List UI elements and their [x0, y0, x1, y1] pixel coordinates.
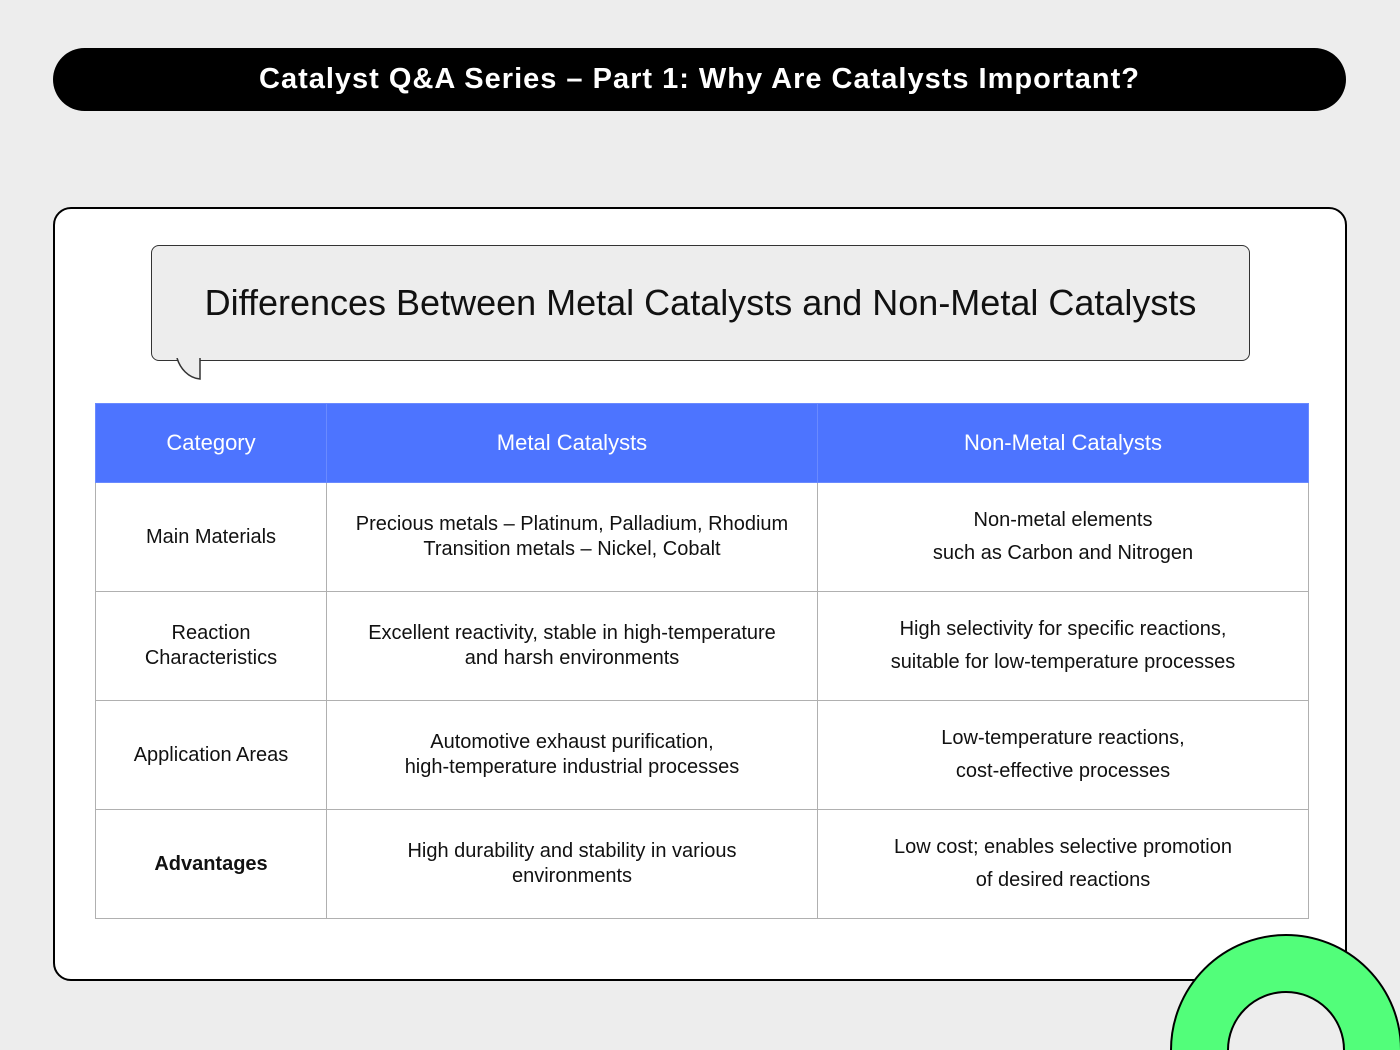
category-label-line: Reaction [171, 622, 251, 644]
cell-line: Low-temperature reactions, [941, 727, 1185, 749]
row-category [96, 701, 327, 810]
row-metal-cell [327, 810, 818, 919]
series-title-banner [53, 48, 1346, 111]
row-non-metal-cell [818, 483, 1309, 592]
speech-bubble-title [151, 245, 1250, 361]
cell-line: Non-metal elements [973, 509, 1153, 531]
row-metal-cell [327, 483, 818, 592]
row-non-metal-cell [818, 592, 1309, 701]
cell-line: Automotive exhaust purification, [430, 731, 714, 753]
speech-bubble-tail-icon [176, 358, 206, 382]
table-row [96, 483, 1309, 592]
row-category [96, 810, 327, 919]
column-header-category: Category [96, 404, 327, 483]
cell-line: Low cost; enables selective promotion [894, 836, 1232, 858]
row-non-metal-cell [818, 810, 1309, 919]
cell-line: and harsh environments [464, 647, 680, 669]
ring-hole [1227, 991, 1345, 1050]
table-row [96, 810, 1309, 919]
cell-line: such as Carbon and Nitrogen [932, 542, 1194, 564]
row-category [96, 592, 327, 701]
row-metal-cell [327, 701, 818, 810]
category-label: Application Areas [133, 743, 289, 766]
cell-line: environments [511, 865, 633, 887]
cell-line: High selectivity for specific reactions, [899, 618, 1227, 640]
cell-line: High durability and stability in various [407, 840, 737, 862]
category-label-line: Characteristics [144, 647, 278, 669]
cell-line: Excellent reactivity, stable in high-temperature [368, 622, 776, 644]
cell-line: Transition metals – Nickel, Cobalt [423, 538, 721, 560]
comparison-table-container [95, 403, 1308, 919]
cell-line: suitable for low-temperature processes [890, 651, 1236, 673]
comparison-table [95, 403, 1309, 919]
series-title: Catalyst Q&A Series – Part 1: Why Are Catalysts Important? [259, 63, 1140, 95]
comparison-title: Differences Between Metal Catalysts and Non-Metal Catalysts [204, 282, 1197, 323]
category-label: Advantages [154, 852, 268, 875]
category-label: Main Materials [145, 525, 277, 548]
table-row [96, 701, 1309, 810]
cell-line: high-temperature industrial processes [404, 756, 740, 778]
row-non-metal-cell [818, 701, 1309, 810]
table-header-row [96, 404, 1309, 483]
column-header-non-metal: Non-Metal Catalysts [818, 404, 1309, 483]
row-category [96, 483, 327, 592]
row-metal-cell [327, 592, 818, 701]
cell-line: Precious metals – Platinum, Palladium, Rhodium [355, 513, 789, 535]
table-row [96, 592, 1309, 701]
cell-line: cost-effective processes [955, 760, 1171, 782]
column-header-metal: Metal Catalysts [327, 404, 818, 483]
cell-line: of desired reactions [975, 869, 1151, 891]
